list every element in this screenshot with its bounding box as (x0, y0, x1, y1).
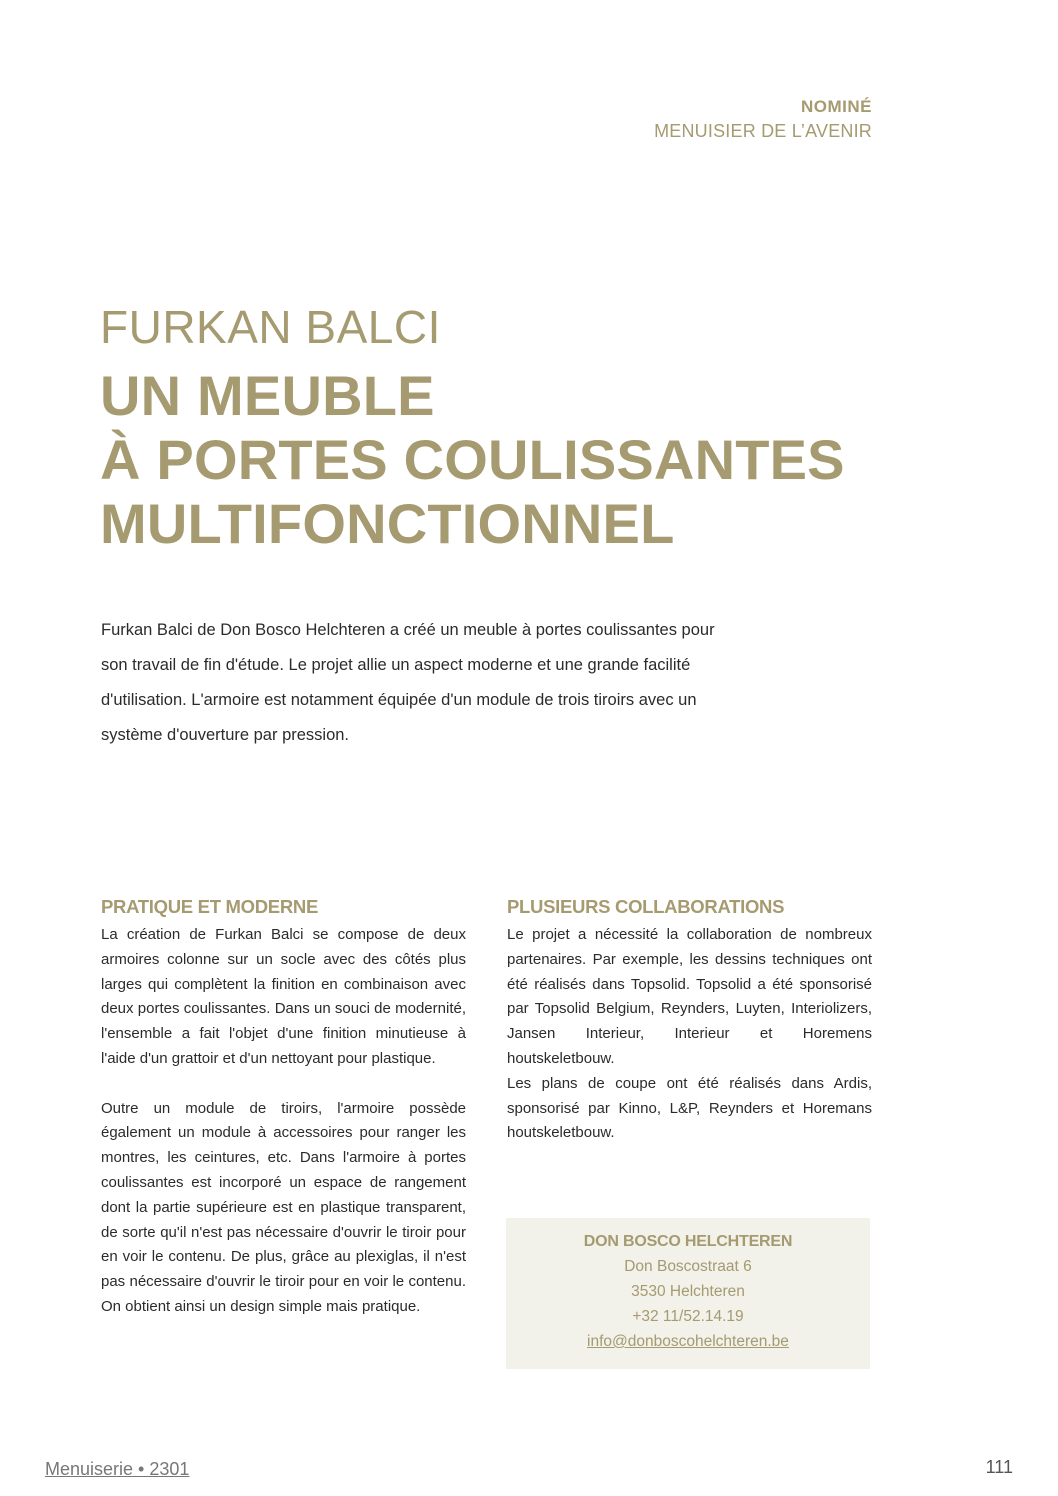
intro-line: Furkan Balci de Don Bosco Helchteren a créé un meuble à portes coulissantes pour (101, 621, 715, 639)
contact-name: DON BOSCO HELCHTEREN (583, 1233, 793, 1250)
contact-city: 3530 Helchteren (631, 1283, 745, 1300)
contact-street: Don Boscostraat 6 (624, 1258, 752, 1275)
section-collaborations (507, 893, 872, 1146)
title-line: MULTIFONCTIONNEL (100, 492, 675, 555)
section-paragraph: Les plans de coupe ont été réalisés dans Ardis, sponsorisé par Kinno, L&P, Reynders et Horemans houtskeletbouw. (507, 1074, 872, 1142)
contact-email-link[interactable]: info@donboscohelchteren.be (587, 1333, 789, 1350)
title-line: UN MEUBLE (100, 364, 435, 427)
article-title (100, 364, 845, 556)
intro-line: son travail de fin d'étude. Le projet allie un aspect moderne et une grande facilité (101, 656, 691, 674)
footer-publication[interactable]: Menuiserie • 2301 (45, 1459, 190, 1479)
section-paragraph: Outre un module de tiroirs, l'armoire possède également un module à accessoires pour ranger les montres, les ceintures, etc. Dans l'armoire à portes coulissantes est incorporé un espace de rangement dont la partie supérieure est en plastique transparent, de sorte qu'il n'est pas nécessaire d'ouvrir le tiroir pour en voir le contenu. De plus, grâce au plexiglas, il n'est pas nécessaire d'ouvrir le tiroir pour en voir le contenu. On obtient ainsi un design simple mais pratique. (101, 1099, 466, 1315)
section-heading: PRATIQUE ET MODERNE (101, 896, 318, 917)
section-heading: PLUSIEURS COLLABORATIONS (507, 896, 785, 917)
nominee-tag (654, 95, 872, 143)
section-paragraph: La création de Furkan Balci se compose de deux armoires colonne sur un socle avec des côtés plus larges qui complètent la finition en combinaison avec deux portes coulissantes. Dans un souci de modernité, l'ensemble a fait l'objet d'une finition minutieuse à l'aide d'un grattoir et d'un nettoyant pour plastique. (101, 926, 466, 1067)
title-line: À PORTES COULISSANTES (100, 428, 845, 491)
page-number: 111 (985, 1457, 1013, 1477)
intro-line: d'utilisation. L'armoire est notamment équipée d'un module de trois tiroirs avec un (101, 691, 697, 709)
intro-line: système d'ouverture par pression. (101, 726, 350, 744)
intro-paragraph (101, 613, 731, 753)
section-pratique (101, 893, 466, 1320)
author-name: FURKAN BALCI (100, 301, 441, 353)
contact-box (506, 1218, 870, 1369)
nominee-badge: NOMINÉ (801, 97, 872, 116)
section-paragraph: Le projet a nécessité la collaboration de nombreux partenaires. Par exemple, les dessins techniques ont été réalisés dans Topsolid. Topsolid a été sponsorisé par Topsolid Belgium, Reynders, Luyten, Interiolizers, Jansen Interieur, Interieur et Horemens houtskeletbouw. (507, 926, 872, 1067)
contact-phone: +32 11/52.14.19 (632, 1308, 744, 1325)
award-category: MENUISIER DE L’AVENIR (654, 121, 872, 141)
